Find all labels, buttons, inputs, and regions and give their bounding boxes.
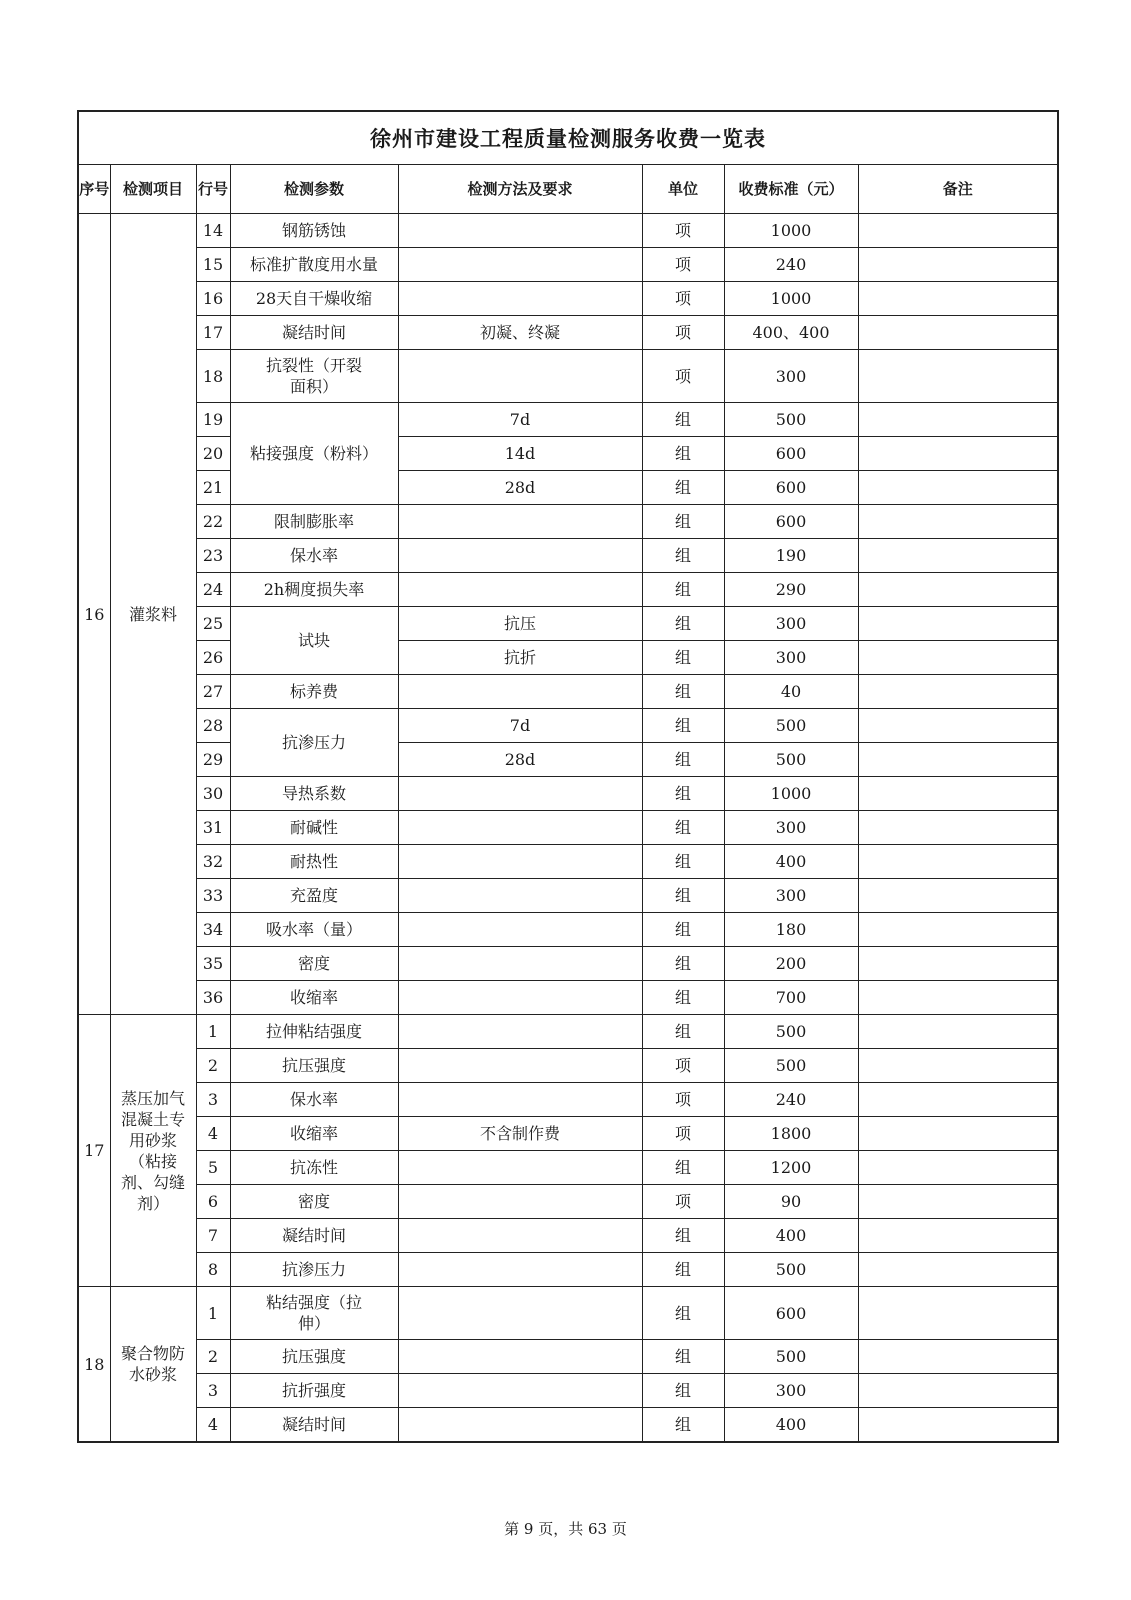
table-row <box>78 1083 1058 1117</box>
table-row <box>78 1151 1058 1185</box>
row-unit: 组 <box>642 437 724 471</box>
row-unit: 组 <box>642 1340 724 1374</box>
row-note <box>858 248 1058 282</box>
table-row <box>78 743 1058 777</box>
row-method: 抗折 <box>398 641 642 675</box>
row-fee: 180 <box>724 913 858 947</box>
row-param: 拉伸粘结强度 <box>230 1015 398 1049</box>
row-note <box>858 1374 1058 1408</box>
row-method <box>398 777 642 811</box>
header-note: 备注 <box>858 165 1058 214</box>
row-note <box>858 1287 1058 1340</box>
row-line-number: 25 <box>196 607 230 641</box>
row-fee: 500 <box>724 1340 858 1374</box>
table-row <box>78 1185 1058 1219</box>
row-line-number: 24 <box>196 573 230 607</box>
row-param: 密度 <box>230 1185 398 1219</box>
row-fee: 1000 <box>724 214 858 248</box>
row-line-number: 35 <box>196 947 230 981</box>
row-method <box>398 981 642 1015</box>
row-unit: 组 <box>642 709 724 743</box>
row-param: 凝结时间 <box>230 1408 398 1443</box>
row-method <box>398 214 642 248</box>
row-line-number: 22 <box>196 505 230 539</box>
row-fee: 1800 <box>724 1117 858 1151</box>
row-unit: 组 <box>642 777 724 811</box>
row-param: 保水率 <box>230 1083 398 1117</box>
row-note <box>858 913 1058 947</box>
row-fee: 500 <box>724 1253 858 1287</box>
row-method <box>398 573 642 607</box>
row-unit: 组 <box>642 981 724 1015</box>
row-method <box>398 1185 642 1219</box>
row-method <box>398 675 642 709</box>
row-fee: 400、400 <box>724 316 858 350</box>
group-item: 聚合物防水砂浆 <box>110 1287 196 1443</box>
row-line-number: 23 <box>196 539 230 573</box>
row-line-number: 18 <box>196 350 230 403</box>
row-method <box>398 1340 642 1374</box>
row-method: 7d <box>398 403 642 437</box>
row-unit: 项 <box>642 350 724 403</box>
row-param: 抗渗压力 <box>230 709 398 777</box>
row-param: 28天自干燥收缩 <box>230 282 398 316</box>
row-note <box>858 282 1058 316</box>
row-note <box>858 743 1058 777</box>
header-fee: 收费标准（元） <box>724 165 858 214</box>
row-line-number: 17 <box>196 316 230 350</box>
row-fee: 700 <box>724 981 858 1015</box>
row-unit: 组 <box>642 947 724 981</box>
row-note <box>858 1151 1058 1185</box>
row-fee: 240 <box>724 1083 858 1117</box>
row-line-number: 34 <box>196 913 230 947</box>
table-row <box>78 573 1058 607</box>
row-note <box>858 1117 1058 1151</box>
row-line-number: 15 <box>196 248 230 282</box>
table-row <box>78 403 1058 437</box>
row-unit: 组 <box>642 641 724 675</box>
row-fee: 1200 <box>724 1151 858 1185</box>
row-param: 吸水率（量） <box>230 913 398 947</box>
row-note <box>858 1340 1058 1374</box>
row-line-number: 26 <box>196 641 230 675</box>
row-note <box>858 1015 1058 1049</box>
row-method <box>398 350 642 403</box>
row-method <box>398 1287 642 1340</box>
row-param: 抗压强度 <box>230 1049 398 1083</box>
row-param: 抗折强度 <box>230 1374 398 1408</box>
row-param: 抗冻性 <box>230 1151 398 1185</box>
row-fee: 500 <box>724 1015 858 1049</box>
row-note <box>858 1083 1058 1117</box>
row-method <box>398 1083 642 1117</box>
row-fee: 500 <box>724 709 858 743</box>
row-method <box>398 947 642 981</box>
table-row <box>78 316 1058 350</box>
row-line-number: 27 <box>196 675 230 709</box>
row-param: 粘接强度（粉料） <box>230 403 398 505</box>
row-param: 保水率 <box>230 539 398 573</box>
table-row <box>78 505 1058 539</box>
row-line-number: 30 <box>196 777 230 811</box>
table-row <box>78 607 1058 641</box>
row-method <box>398 811 642 845</box>
table-row <box>78 947 1058 981</box>
row-line-number: 8 <box>196 1253 230 1287</box>
row-param: 充盈度 <box>230 879 398 913</box>
row-fee: 300 <box>724 811 858 845</box>
row-note <box>858 1219 1058 1253</box>
table-row <box>78 879 1058 913</box>
row-note <box>858 403 1058 437</box>
row-line-number: 36 <box>196 981 230 1015</box>
row-fee: 400 <box>724 1219 858 1253</box>
row-fee: 1000 <box>724 777 858 811</box>
row-note <box>858 947 1058 981</box>
row-fee: 500 <box>724 403 858 437</box>
row-line-number: 21 <box>196 471 230 505</box>
row-param: 限制膨胀率 <box>230 505 398 539</box>
row-param: 抗裂性（开裂面积） <box>230 350 398 403</box>
row-fee: 400 <box>724 1408 858 1443</box>
table-row <box>78 1408 1058 1443</box>
header-seq: 序号 <box>78 165 110 214</box>
row-param: 粘结强度（拉伸） <box>230 1287 398 1340</box>
table-row <box>78 1253 1058 1287</box>
group-item: 蒸压加气混凝土专用砂浆（粘接剂、勾缝剂） <box>110 1015 196 1287</box>
row-method <box>398 539 642 573</box>
row-note <box>858 845 1058 879</box>
row-param: 导热系数 <box>230 777 398 811</box>
row-note <box>858 777 1058 811</box>
row-method <box>398 1219 642 1253</box>
row-note <box>858 471 1058 505</box>
header-method: 检测方法及要求 <box>398 165 642 214</box>
group-seq: 18 <box>78 1287 110 1443</box>
table-row <box>78 1287 1058 1340</box>
row-line-number: 4 <box>196 1408 230 1443</box>
row-fee: 240 <box>724 248 858 282</box>
row-fee: 200 <box>724 947 858 981</box>
row-unit: 组 <box>642 1287 724 1340</box>
group-item: 灌浆料 <box>110 214 196 1015</box>
row-unit: 组 <box>642 1015 724 1049</box>
row-note <box>858 1253 1058 1287</box>
row-line-number: 29 <box>196 743 230 777</box>
row-line-number: 2 <box>196 1049 230 1083</box>
table-row <box>78 539 1058 573</box>
table-row <box>78 981 1058 1015</box>
row-line-number: 19 <box>196 403 230 437</box>
row-fee: 500 <box>724 743 858 777</box>
row-fee: 190 <box>724 539 858 573</box>
row-fee: 600 <box>724 505 858 539</box>
row-note <box>858 573 1058 607</box>
row-param: 凝结时间 <box>230 1219 398 1253</box>
row-unit: 项 <box>642 316 724 350</box>
row-unit: 组 <box>642 811 724 845</box>
row-fee: 600 <box>724 437 858 471</box>
row-method <box>398 1374 642 1408</box>
row-unit: 组 <box>642 1374 724 1408</box>
row-method <box>398 1253 642 1287</box>
header-item: 检测项目 <box>110 165 196 214</box>
row-unit: 组 <box>642 879 724 913</box>
row-fee: 300 <box>724 350 858 403</box>
row-unit: 组 <box>642 505 724 539</box>
row-note <box>858 811 1058 845</box>
row-method: 14d <box>398 437 642 471</box>
table-row <box>78 1049 1058 1083</box>
row-method: 不含制作费 <box>398 1117 642 1151</box>
row-param: 抗压强度 <box>230 1340 398 1374</box>
row-fee: 90 <box>724 1185 858 1219</box>
row-fee: 300 <box>724 641 858 675</box>
fee-table <box>77 110 1059 1443</box>
row-line-number: 32 <box>196 845 230 879</box>
row-line-number: 2 <box>196 1340 230 1374</box>
row-param: 钢筋锈蚀 <box>230 214 398 248</box>
row-unit: 项 <box>642 248 724 282</box>
table-row <box>78 913 1058 947</box>
row-note <box>858 1185 1058 1219</box>
table-row <box>78 214 1058 248</box>
row-method <box>398 913 642 947</box>
row-unit: 组 <box>642 573 724 607</box>
row-param: 耐碱性 <box>230 811 398 845</box>
row-line-number: 33 <box>196 879 230 913</box>
table-row <box>78 845 1058 879</box>
table-title: 徐州市建设工程质量检测服务收费一览表 <box>78 111 1058 165</box>
row-unit: 组 <box>642 539 724 573</box>
row-unit: 组 <box>642 1408 724 1443</box>
row-method: 28d <box>398 471 642 505</box>
row-unit: 组 <box>642 403 724 437</box>
row-line-number: 1 <box>196 1287 230 1340</box>
row-line-number: 14 <box>196 214 230 248</box>
row-line-number: 3 <box>196 1374 230 1408</box>
row-fee: 300 <box>724 1374 858 1408</box>
row-note <box>858 1049 1058 1083</box>
row-unit: 项 <box>642 1185 724 1219</box>
row-method: 28d <box>398 743 642 777</box>
table-row <box>78 350 1058 403</box>
row-unit: 项 <box>642 214 724 248</box>
row-method <box>398 248 642 282</box>
row-fee: 40 <box>724 675 858 709</box>
row-fee: 600 <box>724 471 858 505</box>
row-fee: 400 <box>724 845 858 879</box>
table-row <box>78 1340 1058 1374</box>
row-line-number: 7 <box>196 1219 230 1253</box>
row-fee: 300 <box>724 607 858 641</box>
row-note <box>858 1408 1058 1443</box>
table-row <box>78 709 1058 743</box>
row-line-number: 20 <box>196 437 230 471</box>
row-param: 标养费 <box>230 675 398 709</box>
row-fee: 500 <box>724 1049 858 1083</box>
table-row <box>78 1219 1058 1253</box>
header-unit: 单位 <box>642 165 724 214</box>
row-line-number: 3 <box>196 1083 230 1117</box>
row-unit: 组 <box>642 675 724 709</box>
table-row <box>78 1015 1058 1049</box>
page-footer: 第 9 页，共 63 页 <box>504 1520 627 1538</box>
row-param: 抗渗压力 <box>230 1253 398 1287</box>
row-unit: 项 <box>642 1083 724 1117</box>
table-row <box>78 1117 1058 1151</box>
row-note <box>858 675 1058 709</box>
row-note <box>858 709 1058 743</box>
row-line-number: 6 <box>196 1185 230 1219</box>
group-seq: 16 <box>78 214 110 1015</box>
row-method <box>398 1015 642 1049</box>
row-line-number: 28 <box>196 709 230 743</box>
row-method <box>398 505 642 539</box>
table-row <box>78 777 1058 811</box>
table-row <box>78 248 1058 282</box>
row-unit: 组 <box>642 913 724 947</box>
table-row <box>78 471 1058 505</box>
table-row <box>78 811 1058 845</box>
row-note <box>858 214 1058 248</box>
table-row <box>78 641 1058 675</box>
row-fee: 300 <box>724 879 858 913</box>
header-row <box>78 165 1058 214</box>
row-method: 抗压 <box>398 607 642 641</box>
row-line-number: 31 <box>196 811 230 845</box>
row-unit: 组 <box>642 1253 724 1287</box>
header-line: 行号 <box>196 165 230 214</box>
row-param: 密度 <box>230 947 398 981</box>
header-param: 检测参数 <box>230 165 398 214</box>
row-line-number: 16 <box>196 282 230 316</box>
row-fee: 290 <box>724 573 858 607</box>
row-method <box>398 1408 642 1443</box>
row-unit: 组 <box>642 1219 724 1253</box>
row-method <box>398 1151 642 1185</box>
row-note <box>858 350 1058 403</box>
row-unit: 项 <box>642 1117 724 1151</box>
row-note <box>858 539 1058 573</box>
row-unit: 组 <box>642 471 724 505</box>
row-method: 初凝、终凝 <box>398 316 642 350</box>
row-note <box>858 879 1058 913</box>
row-note <box>858 437 1058 471</box>
row-method <box>398 282 642 316</box>
row-note <box>858 505 1058 539</box>
row-method <box>398 879 642 913</box>
row-param: 试块 <box>230 607 398 675</box>
row-line-number: 1 <box>196 1015 230 1049</box>
row-unit: 项 <box>642 282 724 316</box>
row-method <box>398 1049 642 1083</box>
row-unit: 组 <box>642 1151 724 1185</box>
row-note <box>858 981 1058 1015</box>
group-seq: 17 <box>78 1015 110 1287</box>
row-line-number: 5 <box>196 1151 230 1185</box>
row-note <box>858 641 1058 675</box>
row-param: 2h稠度损失率 <box>230 573 398 607</box>
row-method <box>398 845 642 879</box>
row-unit: 项 <box>642 1049 724 1083</box>
row-note <box>858 316 1058 350</box>
table-row <box>78 1374 1058 1408</box>
table-row <box>78 437 1058 471</box>
row-unit: 组 <box>642 743 724 777</box>
row-unit: 组 <box>642 845 724 879</box>
row-fee: 600 <box>724 1287 858 1340</box>
row-param: 凝结时间 <box>230 316 398 350</box>
row-param: 收缩率 <box>230 981 398 1015</box>
row-param: 收缩率 <box>230 1117 398 1151</box>
row-fee: 1000 <box>724 282 858 316</box>
row-method: 7d <box>398 709 642 743</box>
row-unit: 组 <box>642 607 724 641</box>
table-row <box>78 675 1058 709</box>
row-param: 标准扩散度用水量 <box>230 248 398 282</box>
row-param: 耐热性 <box>230 845 398 879</box>
row-line-number: 4 <box>196 1117 230 1151</box>
row-note <box>858 607 1058 641</box>
table-row <box>78 282 1058 316</box>
